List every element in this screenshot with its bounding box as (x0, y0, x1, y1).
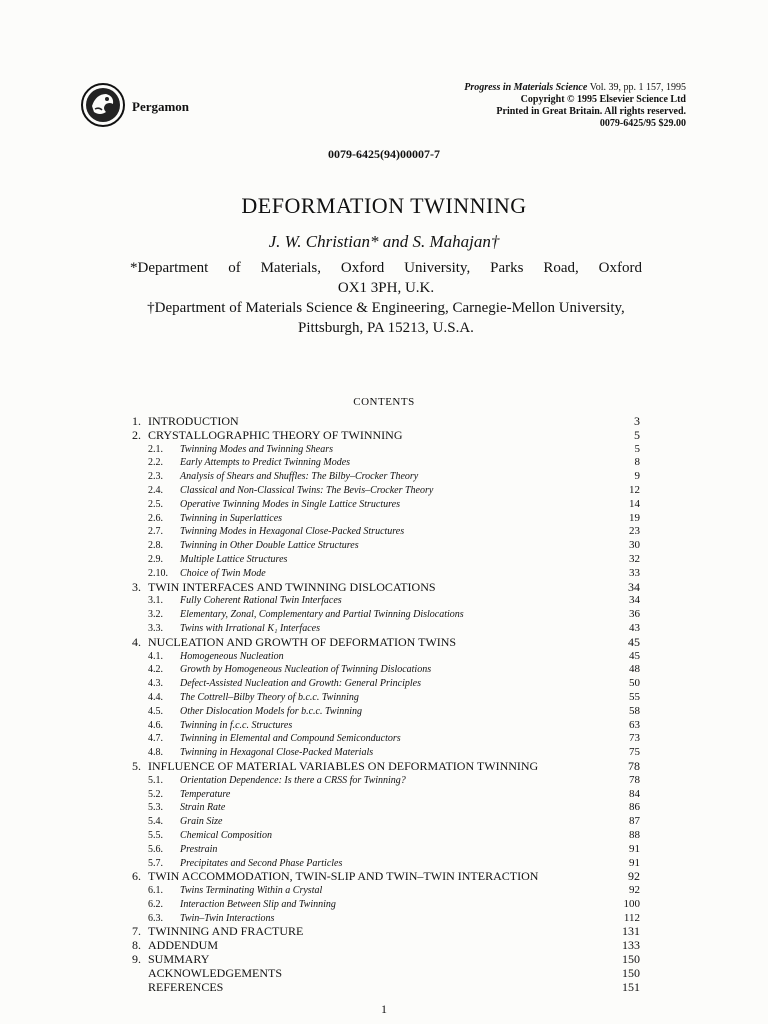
toc-number: 2.3. (148, 471, 163, 483)
toc-title: SUMMARY (148, 952, 210, 967)
toc-title: TWINNING AND FRACTURE (148, 924, 304, 939)
toc-page: 3 (634, 414, 640, 428)
contents-heading: CONTENTS (353, 396, 415, 408)
toc-title: The Cottrell–Bilby Theory of b.c.c. Twinning (180, 691, 359, 703)
toc-page: 14 (629, 497, 640, 510)
toc-page: 12 (629, 483, 640, 496)
toc-number: 4.8. (148, 747, 163, 759)
toc-page: 33 (629, 566, 640, 579)
toc-number: 5.1. (148, 774, 163, 786)
toc-title: TWIN INTERFACES AND TWINNING DISLOCATIONS (148, 579, 436, 594)
toc-title: REFERENCES (148, 979, 224, 994)
toc-page: 9 (634, 470, 640, 483)
toc-title: Operative Twinning Modes in Single Lattice Structures (180, 498, 400, 510)
toc-title: Twins Terminating Within a Crystal (180, 885, 323, 897)
toc-number: 8. (132, 938, 141, 953)
toc-entry (132, 553, 640, 567)
toc-page: 133 (622, 938, 640, 953)
toc-title: Early Attempts to Predict Twinning Modes (180, 457, 351, 469)
toc-page: 63 (629, 718, 640, 731)
toc-page: 43 (629, 621, 640, 634)
toc-page: 23 (629, 525, 640, 538)
affiliation-1-line-1 (130, 258, 642, 278)
affiliation-1 (130, 258, 642, 298)
toc-number: 3.3. (148, 622, 163, 634)
toc-number: 6. (132, 869, 141, 884)
toc-number: 2.8. (148, 540, 163, 552)
toc-entry (132, 801, 640, 815)
page-number: 1 (381, 1002, 387, 1016)
toc-page: 91 (629, 842, 640, 855)
toc-entry (132, 912, 640, 926)
journal-info (464, 82, 686, 130)
toc-title: Orientation Dependence: Is there a CRSS for Twinning? (180, 774, 406, 786)
toc-entry (132, 705, 640, 719)
toc-number: 6.1. (148, 885, 163, 897)
toc-number: 4.7. (148, 733, 163, 745)
toc-page: 58 (629, 704, 640, 717)
pergamon-emblem-icon (80, 82, 126, 128)
toc-page: 19 (629, 511, 640, 524)
toc-number: 6.2. (148, 898, 163, 910)
toc-page: 88 (629, 828, 640, 841)
toc-number: 2.10. (148, 567, 168, 579)
toc-number: 9. (132, 952, 141, 967)
toc-title: Choice of Twin Mode (180, 567, 266, 579)
affiliation-word: Oxford (340, 260, 385, 276)
toc-title: TWIN ACCOMMODATION, TWIN-SLIP AND TWIN–TWIN INTERACTION (148, 869, 539, 884)
toc-number: 4.6. (148, 719, 163, 731)
paper-title: DEFORMATION TWINNING (241, 193, 527, 218)
toc-title: Twinning Modes and Twinning Shears (180, 443, 333, 455)
toc-title: CRYSTALLOGRAPHIC THEORY OF TWINNING (148, 427, 403, 442)
toc-number: 4.3. (148, 678, 163, 690)
toc-entry (132, 732, 640, 746)
toc-title: Defect-Assisted Nucleation and Growth: General Principles (180, 678, 421, 690)
toc-entry (132, 415, 640, 429)
toc-number: 5.4. (148, 816, 163, 828)
toc-number: 5. (132, 758, 141, 773)
affiliation-word: of (228, 260, 241, 276)
affiliation-1-line-2: OX1 3PH, U.K. (337, 280, 435, 296)
toc-entry (132, 925, 640, 939)
journal-volume-pages: Vol. 39, pp. 1 157, 1995 (589, 82, 686, 93)
affiliation-word: *Department (130, 260, 209, 276)
article-code: 0079-6425(94)00007-7 (328, 147, 440, 161)
toc-number: 2.6. (148, 512, 163, 524)
toc-page: 78 (629, 773, 640, 786)
toc-page: 36 (629, 608, 640, 621)
toc-page: 32 (629, 552, 640, 565)
toc-title: Analysis of Shears and Shuffles: The Bilby–Crocker Theory (180, 471, 419, 483)
toc-title: Interaction Between Slip and Twinning (180, 898, 336, 910)
toc-title: Other Dislocation Models for b.c.c. Twinning (180, 705, 363, 717)
toc-entry (132, 898, 640, 912)
toc-number: 2.1. (148, 443, 163, 455)
toc-title: Twinning Modes in Hexagonal Close-Packed Structures (180, 526, 405, 538)
toc-entry (132, 857, 640, 871)
toc-title: Twinning in Superlattices (180, 512, 283, 524)
copyright-line: Copyright © 1995 Elsevier Science Ltd (520, 94, 686, 105)
toc-page: 5 (634, 427, 640, 442)
toc-number: 4.2. (148, 664, 163, 676)
toc-entry (132, 512, 640, 526)
toc-number: 3.1. (148, 595, 163, 607)
toc-page: 34 (628, 579, 640, 594)
toc-title: Fully Coherent Rational Twin Interfaces (180, 595, 342, 607)
toc-entry (132, 953, 640, 967)
toc-title: INTRODUCTION (148, 414, 239, 428)
toc-number: 3. (132, 579, 141, 594)
toc-page: 84 (629, 787, 640, 800)
toc-number: 4.4. (148, 691, 163, 703)
toc-page: 55 (629, 690, 640, 703)
toc-title: Twin–Twin Interactions (180, 912, 275, 924)
toc-entry (132, 608, 640, 622)
toc-title: Precipitates and Second Phase Particles (180, 857, 343, 869)
toc-entry (132, 636, 640, 650)
toc-title: NUCLEATION AND GROWTH OF DEFORMATION TWINS (148, 634, 457, 649)
toc-title: Homogeneous Nucleation (180, 650, 284, 662)
printed-line: Printed in Great Britain. All rights reserved. (496, 106, 686, 117)
toc-page: 86 (629, 801, 640, 814)
toc-entry (132, 691, 640, 705)
toc-entry (132, 622, 640, 636)
toc-title: ADDENDUM (148, 938, 218, 953)
toc-number: 7. (132, 924, 141, 939)
toc-page: 151 (622, 979, 640, 994)
toc-entry (132, 594, 640, 608)
toc-title: Grain Size (180, 816, 223, 828)
toc-entry (132, 815, 640, 829)
toc-title: Multiple Lattice Structures (180, 553, 288, 565)
toc-title: Twinning in Other Double Lattice Structures (180, 540, 359, 552)
toc-entry (132, 774, 640, 788)
toc-entry (132, 939, 640, 953)
toc-page: 5 (634, 442, 640, 455)
toc-title: Twinning in Elemental and Compound Semiconductors (180, 733, 401, 745)
affiliation-word: Parks (490, 260, 524, 276)
affiliation-word: University, (404, 260, 471, 276)
toc-entry (132, 981, 640, 995)
toc-number: 4. (132, 634, 141, 649)
issn-price: 0079-6425/95 $29.00 (599, 118, 686, 129)
toc-title: Twinning in Hexagonal Close-Packed Materials (180, 747, 374, 759)
toc-number: 4.5. (148, 705, 163, 717)
toc-entry (132, 443, 640, 457)
journal-citation (464, 82, 686, 94)
toc-entry (132, 677, 640, 691)
toc-number: 5.2. (148, 788, 163, 800)
toc-number: 5.6. (148, 843, 163, 855)
toc-title: Elementary, Zonal, Complementary and Partial Twinning Dislocations (180, 609, 464, 621)
toc-title: Prestrain (180, 843, 218, 855)
toc-page: 78 (628, 758, 640, 773)
toc-entry (132, 870, 640, 884)
toc-title: Classical and Non-Classical Twins: The Bevis–Crocker Theory (180, 484, 434, 496)
toc-page: 48 (629, 663, 640, 676)
toc-page: 30 (629, 539, 640, 552)
toc-entry (132, 525, 640, 539)
toc-page: 87 (629, 815, 640, 828)
affiliation-word: Road, (543, 260, 579, 276)
toc-number: 2.5. (148, 498, 163, 510)
toc-entry (132, 429, 640, 443)
toc-entry (132, 967, 640, 981)
toc-number: 5.3. (148, 802, 163, 814)
toc-title: Growth by Homogeneous Nucleation of Twinning Dislocations (180, 664, 432, 676)
toc-entry (132, 539, 640, 553)
publisher-name: Pergamon (132, 99, 190, 114)
toc-entry (132, 746, 640, 760)
toc-page: 73 (629, 732, 640, 745)
toc-page: 150 (622, 952, 640, 967)
toc-number: 3.2. (148, 609, 163, 621)
toc-title: Twinning in f.c.c. Structures (180, 719, 293, 731)
toc-page: 45 (629, 649, 640, 662)
toc-entry (132, 843, 640, 857)
toc-entry (132, 567, 640, 581)
affiliation-2 (130, 298, 642, 338)
affiliation-word: Materials, (260, 260, 321, 276)
toc-number: 2.2. (148, 457, 163, 469)
table-of-contents (132, 415, 640, 994)
toc-entry (132, 581, 640, 595)
toc-number: 4.1. (148, 650, 163, 662)
toc-page: 150 (622, 965, 640, 980)
toc-page: 100 (623, 897, 640, 910)
affiliation-2-line-2: Pittsburgh, PA 15213, U.S.A. (298, 320, 474, 336)
toc-number: 5.7. (148, 857, 163, 869)
toc-number: 2.4. (148, 484, 163, 496)
toc-title: Strain Rate (180, 802, 226, 814)
toc-entry (132, 456, 640, 470)
toc-page: 91 (629, 856, 640, 869)
toc-entry (132, 650, 640, 664)
toc-page: 34 (629, 594, 640, 607)
toc-title: Chemical Composition (180, 829, 272, 841)
toc-entry (132, 498, 640, 512)
toc-page: 45 (628, 634, 640, 649)
toc-page: 131 (622, 924, 640, 939)
publisher-logo (80, 82, 189, 128)
toc-title: INFLUENCE OF MATERIAL VARIABLES ON DEFORMATION TWINNING (148, 758, 539, 773)
toc-entry (132, 760, 640, 774)
toc-number: 5.5. (148, 829, 163, 841)
toc-page: 92 (629, 884, 640, 897)
toc-number: 6.3. (148, 912, 163, 924)
toc-title: ACKNOWLEDGEMENTS (148, 965, 282, 980)
affiliation-2-line-1: †Department of Materials Science & Engineering, Carnegie-Mellon University, (147, 300, 625, 316)
toc-title: Twins with Irrational K₁ Interfaces (180, 622, 320, 634)
journal-title: Progress in Materials Science (464, 82, 588, 93)
toc-entry (132, 884, 640, 898)
toc-page: 92 (628, 869, 640, 884)
paper-authors: J. W. Christian* and S. Mahajan† (268, 232, 500, 251)
toc-entry (132, 470, 640, 484)
toc-entry (132, 829, 640, 843)
toc-entry (132, 484, 640, 498)
toc-page: 8 (634, 456, 640, 469)
toc-number: 2.9. (148, 553, 163, 565)
toc-number: 1. (132, 414, 141, 428)
toc-number: 2. (132, 427, 141, 442)
toc-entry (132, 663, 640, 677)
toc-page: 112 (623, 911, 640, 924)
toc-entry (132, 719, 640, 733)
toc-entry (132, 788, 640, 802)
affiliation-word: Oxford (598, 260, 642, 276)
toc-page: 50 (629, 677, 640, 690)
toc-title: Temperature (180, 788, 231, 800)
toc-page: 75 (629, 746, 640, 759)
toc-number: 2.7. (148, 526, 163, 538)
